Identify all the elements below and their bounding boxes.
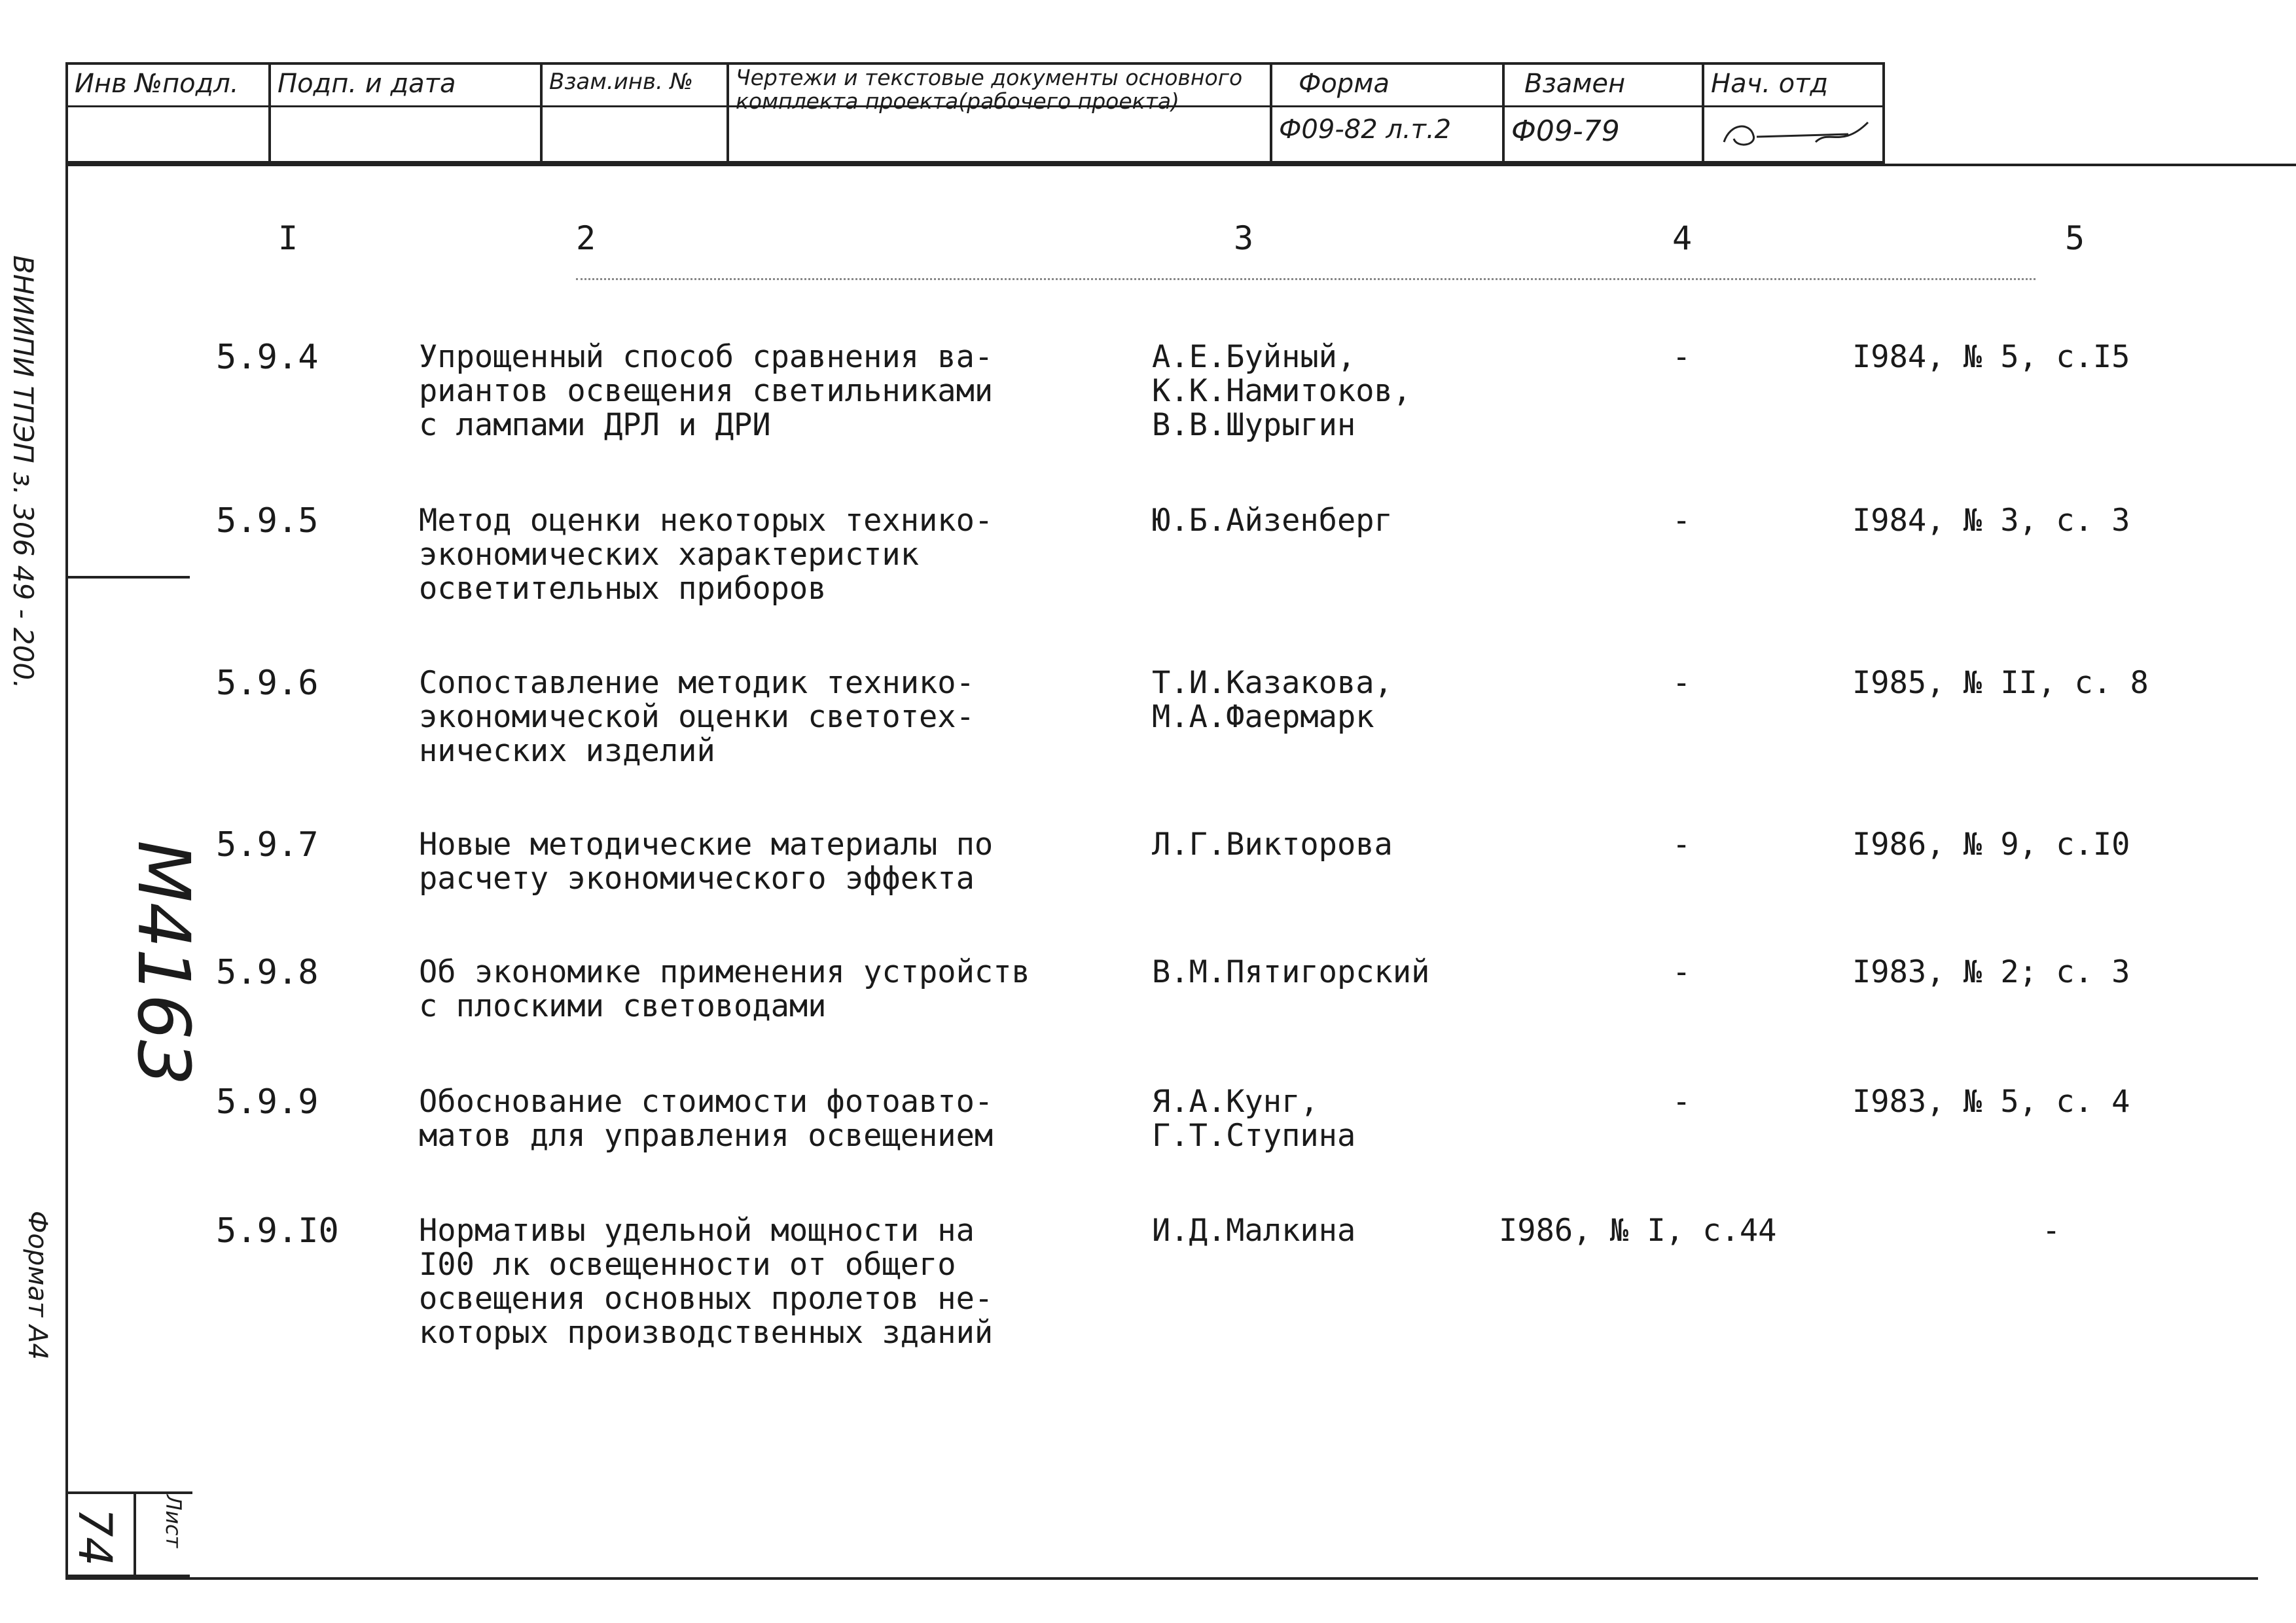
format-mark: Формат А4 [22,1211,52,1360]
cell-label: Инв №подл. [75,69,239,99]
sheet-label: Лист [161,1495,186,1548]
row-number: 5.9.5 [216,501,319,541]
column-number-3: 3 [1234,219,1254,257]
row-number: 5.9.8 [216,953,319,992]
cell-form [1272,65,1505,161]
row-number: 5.9.4 [216,338,319,377]
cell-document-description [729,65,1272,161]
row-title: Метод оценки некоторых технико- экономических характеристик осветительных приборов [419,503,994,607]
row-col4: - [1672,503,1691,539]
row-title: Сопоставление методик технико- экономической оценки светотех- нических изделий [419,665,975,769]
row-source: I983, № 2; с. 3 [1852,954,2130,990]
row-col4: - [1672,954,1691,990]
cell-label: Взамен [1524,69,1626,99]
cell-label: Нач. отд [1711,69,1829,99]
row-title: Обоснование стоимости фотоавто- матов для управления освещением [419,1084,994,1154]
cell-value: Ф09-79 [1511,115,1620,148]
title-block [65,62,1885,164]
sheet-cell-divider [134,1491,136,1580]
row-authors: Ю.Б.Айзенберг [1152,503,1393,539]
row-authors: Я.А.Кунг, Г.Т.Ступина [1152,1084,1356,1154]
cell-label: Чертежи и текстовые документы основного комплекта проекта(рабочего проекта) [736,65,1243,114]
cell-label: Форма [1299,69,1390,99]
cell-inventory-number [68,65,271,161]
signature-scribble [1717,116,1874,155]
row-authors: Л.Г.Викторова [1152,827,1393,863]
sheet-divider [68,1491,192,1494]
inventory-number: М4163 [122,840,206,1086]
row-number: 5.9.9 [216,1082,319,1122]
bottom-frame-line [65,1577,2258,1580]
cell-signature-date [271,65,543,161]
cell-replaces [1505,65,1704,161]
row-number: 5.9.7 [216,825,319,865]
column-number-1: I [278,219,298,257]
cell-value: Ф09-82 л.т.2 [1279,115,1452,145]
row-col4: - [1672,827,1691,863]
column-number-5: 5 [2065,219,2085,257]
sheet-number: 74 [68,1508,122,1567]
row-title: Новые методические материалы по расчету экономического эффекта [419,827,994,897]
row-col4: - [1672,1084,1691,1120]
column-number-2: 2 [576,219,596,257]
row-number: 5.9.6 [216,664,319,703]
cell-department-head [1704,65,1885,161]
row-col4: - [1672,665,1691,701]
header-dotted-rule [576,278,2036,280]
organization-mark: ВНИИПИ ТПЭП з. 306 49 - 200. [7,255,39,689]
row-col4: - [1672,339,1691,375]
row-source: - [2042,1213,2061,1249]
row-number: 5.9.I0 [216,1211,339,1251]
row-source: I984, № 5, с.I5 [1852,339,2130,375]
header-rule [65,164,2296,166]
row-title: Нормативы удельной мощности на I00 лк освещенности от общего освещения основных пролетов не- которых производственных зданий [419,1213,994,1351]
row-title: Упрощенный способ сравнения ва- риантов освещения светильниками с лампами ДРЛ и ДРИ [419,339,994,443]
row-authors: И.Д.Малкина [1152,1213,1356,1249]
cell-label: Взам.инв. № [549,69,694,95]
row-source: I986, № 9, с.I0 [1852,827,2130,863]
column-number-4: 4 [1672,219,1693,257]
cell-replacement-inventory [543,65,729,161]
row-title: Об экономике применения устройств с плоскими световодами [419,954,1030,1024]
side-box [65,576,206,1577]
cell-label: Подп. и дата [278,69,456,99]
row-source: I985, № II, с. 8 [1852,665,2149,701]
row-authors: В.М.Пятигорский [1152,954,1430,990]
row-authors: Т.И.Казакова, М.А.Фаермарк [1152,665,1393,735]
row-source: I984, № 3, с. 3 [1852,503,2130,539]
row-col4: I986, № I, с.44 [1499,1213,1777,1249]
row-authors: А.Е.Буйный, К.К.Намитоков, В.В.Шурыгин [1152,339,1412,443]
row-source: I983, № 5, с. 4 [1852,1084,2130,1120]
